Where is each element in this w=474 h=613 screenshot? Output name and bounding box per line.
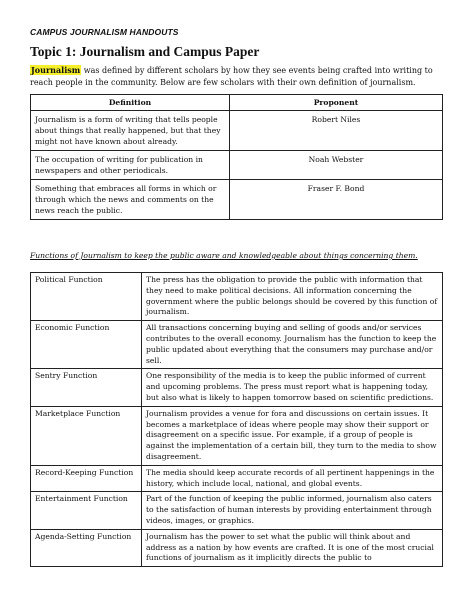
intro-paragraph (30, 64, 450, 89)
function-description-cell: All transactions concerning buying and selling of goods and/or services contributes to the overall economy. Journalism has the function to keep the public updated about everything that the consumers may purchase and/or sell. (142, 321, 443, 369)
function-description-cell: One responsibility of the media is to keep the public informed of current and upcoming problems. The press must report what is happening today, but also what is likely to happen tomorrow based on scientific predictions. (142, 369, 443, 406)
definition-cell: Journalism is a form of writing that tells people about things that really happened, but that they might not have known about already. (31, 111, 230, 151)
proponent-column-header: Proponent (230, 95, 443, 111)
function-description-cell: Part of the function of keeping the public informed, journalism also caters to the satisfaction of human interests by providing entertainment through videos, images, or graphics. (142, 492, 443, 529)
function-name-cell: Agenda-Setting Function (31, 529, 142, 566)
definitions-header-row (31, 95, 443, 111)
table-row (31, 151, 443, 180)
function-name-cell: Sentry Function (31, 369, 142, 406)
table-row (31, 321, 443, 369)
function-name-cell: Record-Keeping Function (31, 465, 142, 492)
function-description-cell: The press has the obligation to provide the public with information that they need to make political decisions. All information concerning the government where the public belongs should be covered by this function of journalism. (142, 273, 443, 321)
table-row (31, 492, 443, 529)
table-row (31, 111, 443, 151)
topic-title: Topic 1: Journalism and Campus Paper (30, 44, 260, 59)
handout-header: CAMPUS JOURNALISM HANDOUTS (30, 27, 179, 37)
table-row (31, 180, 443, 220)
table-row (31, 369, 443, 406)
function-name-cell: Entertainment Function (31, 492, 142, 529)
table-row (31, 465, 443, 492)
proponent-cell: Fraser F. Bond (230, 180, 443, 220)
function-description-cell: Journalism has the power to set what the public will think about and address as a nation by how events are crafted. It is one of the most crucial functions of journalism as it implicitly directs the public to (142, 529, 443, 566)
highlighted-term: Journalism (31, 65, 81, 75)
intro-text: was defined by different scholars by how they see events being crafted into writing to reach people in the community. Below are few scholars with their own definition of journalism. (30, 66, 433, 87)
function-description-cell: The media should keep accurate records of all pertinent happenings in the history, which include local, national, and global events. (142, 465, 443, 492)
function-name-cell: Economic Function (31, 321, 142, 369)
function-name-cell: Marketplace Function (31, 406, 142, 465)
definition-cell: Something that embraces all forms in which or through which the news and comments on the news reach the public. (31, 180, 230, 220)
proponent-cell: Robert Niles (230, 111, 443, 151)
functions-heading: Functions of Journalism to keep the public aware and knowledgeable about things concerning them. (30, 251, 418, 260)
table-row (31, 273, 443, 321)
definitions-table (30, 94, 443, 220)
function-description-cell: Journalism provides a venue for fora and discussions on certain issues. It becomes a marketplace of ideas where people may show their support or disagreement on a specific issue. For example, if a group of people is against the implementation of a certain bill, they turn to the media to show disagreement. (142, 406, 443, 465)
definition-column-header: Definition (31, 95, 230, 111)
definition-cell: The occupation of writing for publication in newspapers and other periodicals. (31, 151, 230, 180)
table-row (31, 406, 443, 465)
table-row (31, 529, 443, 566)
proponent-cell: Noah Webster (230, 151, 443, 180)
functions-table (30, 272, 443, 567)
function-name-cell: Political Function (31, 273, 142, 321)
